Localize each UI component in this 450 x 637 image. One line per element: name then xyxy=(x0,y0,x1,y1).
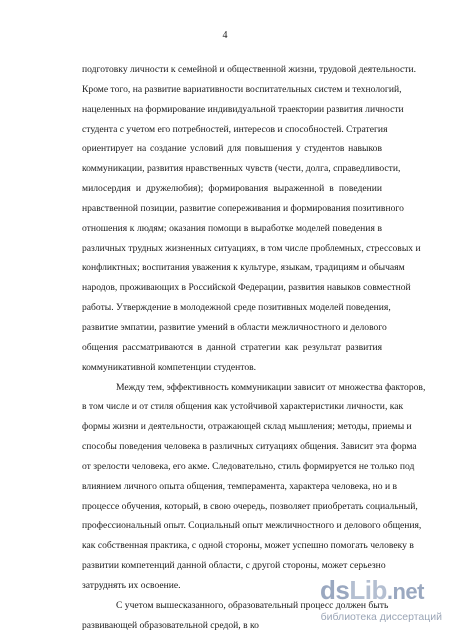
text-line: процессе обучения, который, в свою очередь, позволяет приобретать социальный, xyxy=(82,500,418,512)
dslib-watermark xyxy=(306,575,442,623)
watermark-subtitle: библиотека диссертаций xyxy=(320,611,442,623)
text-line: развитие эмпатии, развитие умений в области межличностного и делового xyxy=(82,321,387,333)
logo-lib-text: Lib xyxy=(349,575,387,605)
text-line: подготовку личности к семейной и общественной жизни, трудовой деятельности. xyxy=(82,64,416,75)
text-line: затруднять их освоение. xyxy=(82,579,181,591)
text-line: отношения к людям; оказания помощи в выработке моделей поведения в xyxy=(82,222,382,234)
text-line: развитии компетенций данной области, с другой стороны, может серьезно xyxy=(82,560,386,572)
text-line: способы поведения человека в различных ситуациях общения. Зависит эта форма xyxy=(82,441,417,453)
text-line: Кроме того, на развитие вариативности воспитательных систем и технологий, xyxy=(82,83,402,95)
text-line: Между тем, эффективность коммуникации зависит от множества факторов, xyxy=(116,381,426,393)
logo-ds-text: ds xyxy=(320,575,350,605)
text-line: студента с учетом его потребностей, интересов и способностей. Стратегия xyxy=(82,123,388,135)
text-line: нацеленных на формирование индивидуальной траектории развития личности xyxy=(82,103,404,115)
text-line: С учетом вышесказанного, образовательный процесс должен быть xyxy=(116,599,389,611)
text-line: народов, проживающих в Российской Федерации, развития навыков совместной xyxy=(82,282,411,294)
text-line: конфликтных; воспитания уважения к культуре, языкам, традициям и обычаям xyxy=(82,262,405,274)
text-line: ориентирует на создание условий для повышения у студентов навыков xyxy=(82,143,382,155)
logo-net-text: .net xyxy=(386,579,424,604)
text-line: различных трудных жизненных ситуациях, в том числе проблемных, стрессовых и xyxy=(82,242,421,254)
text-line: в том числе и от стиля общения как устойчивой характеристики личности, как xyxy=(82,401,404,413)
text-line: от зрелости человека, его акме. Следовательно, стиль формируется не только под xyxy=(82,460,415,472)
text-line: работы. Утверждение в молодежной среде позитивных моделей поведения, xyxy=(82,302,391,314)
text-line: общения рассматриваются в данной стратегии как результат развития xyxy=(82,341,382,353)
dslib-logo xyxy=(320,575,424,606)
text-line: развивающей образовательной средой, в ко xyxy=(82,619,259,631)
text-line: влиянием личного опыта общения, темперамента, характера человека, но и в xyxy=(82,480,398,492)
text-line: формы жизни и деятельности, отражающей склад мышления; методы, приемы и xyxy=(82,421,412,433)
text-line: коммуникации, развития нравственных чувств (чести, долга, справедливости, xyxy=(82,163,401,175)
page-number: 4 xyxy=(222,30,228,41)
text-line: как собственная практика, с одной стороны, может успешно помогать человеку в xyxy=(82,540,414,552)
text-line: коммуникативной компетенции студентов. xyxy=(82,361,257,373)
text-line: милосердия и дружелюбия); формирования выраженной в поведении xyxy=(82,183,382,195)
text-line: нравственной позиции, развитие сопереживания и формирования позитивного xyxy=(82,202,404,214)
text-line: профессиональный опыт. Социальный опыт межличностного и делового общения, xyxy=(82,520,422,532)
